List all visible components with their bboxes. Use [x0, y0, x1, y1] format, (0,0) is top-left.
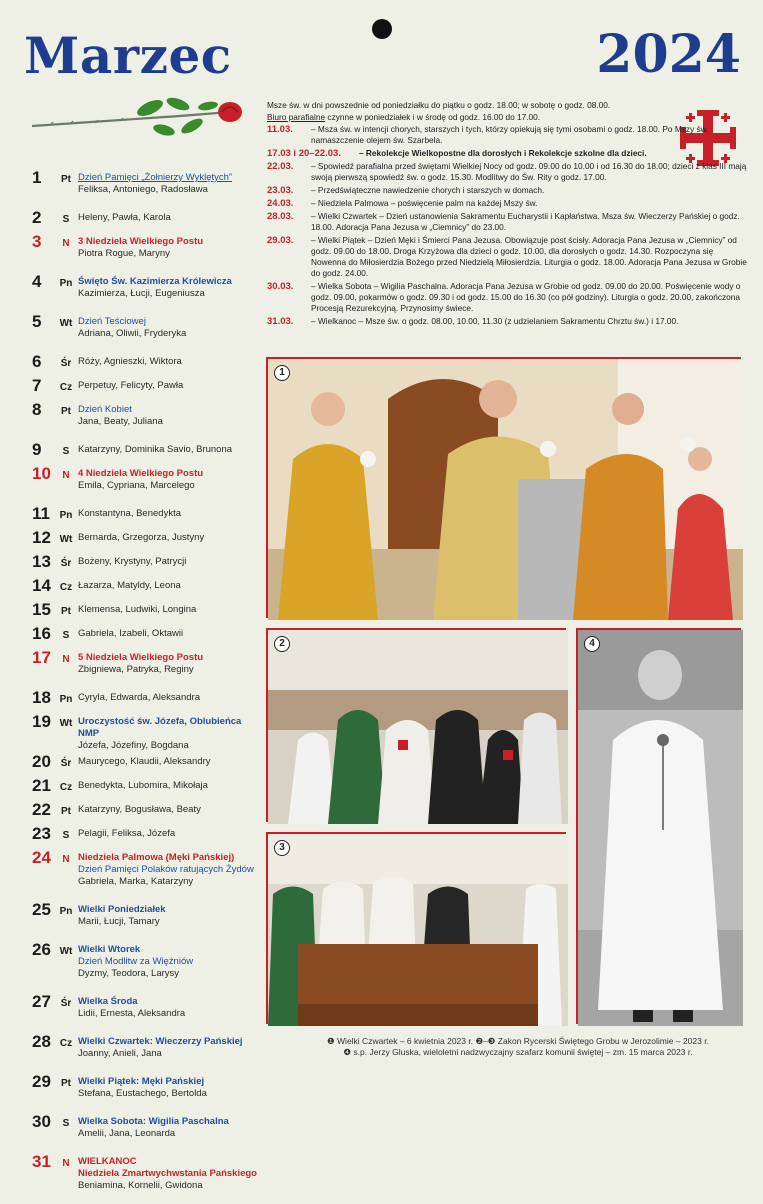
day-details: [78, 1152, 262, 1192]
photo-jerzy-gluska: [576, 628, 741, 1024]
day-row: [32, 688, 262, 712]
name-days: Amelii, Jana, Leonarda: [78, 1128, 176, 1139]
day-event: 3 Niedziela Wielkiego Postu: [78, 236, 204, 247]
day-event: 5 Niedziela Wielkiego Postu: [78, 652, 204, 663]
day-row: [32, 752, 262, 776]
name-days: Kazimierza, Łucji, Eugeniusza: [78, 288, 205, 299]
day-details: [78, 272, 262, 300]
day-number: 27: [32, 992, 51, 1011]
day-number: 15: [32, 600, 51, 619]
weekday: Pn: [59, 694, 73, 705]
day-number: 28: [32, 1032, 51, 1051]
day-details: [78, 464, 262, 492]
day-number: 16: [32, 624, 51, 643]
day-event: Wielki Czwartek: Wieczerzy Pańskiej: [78, 1036, 243, 1047]
day-number: 30: [32, 1112, 51, 1131]
weekday: N: [62, 470, 70, 481]
day-event: Dzień Pamięci Polaków ratujących Żydów: [78, 864, 254, 875]
day-row: [32, 1152, 262, 1204]
day-number: 18: [32, 688, 51, 707]
day-details: [78, 992, 262, 1020]
name-days: Klemensa, Ludwiki, Longina: [78, 604, 197, 615]
name-days: Stefana, Eustachego, Bertolda: [78, 1088, 207, 1099]
name-days: Jana, Beaty, Juliana: [78, 416, 163, 427]
day-details: [78, 352, 262, 368]
weekday: Śr: [60, 758, 72, 769]
weekday: Wt: [59, 946, 73, 957]
day-number: 5: [32, 312, 42, 331]
day-details: [78, 168, 262, 196]
day-number: 3: [32, 232, 42, 251]
weekday: N: [62, 1158, 70, 1169]
day-row: [32, 168, 262, 208]
name-days: Bernarda, Grzegorza, Justyny: [78, 532, 205, 543]
day-details: [78, 440, 262, 456]
name-days: Cyryla, Edwarda, Aleksandra: [78, 692, 200, 703]
schedule-text: – Spowiedź parafialna przed świętami Wielkiej Nocy od godz. 09.00 do 10.00 i od 16.30 do 18.00; dzieci z klas III mają swoją pierwszą spowiedź św. o godz. 15.30. Modlitwy do Św. Rity o godz. 17.00.: [311, 161, 747, 182]
schedule-intro-office: Biuro parafialne czynne w poniedziałek i w środę od godz. 16.00 do 17.00.: [267, 112, 541, 122]
day-number: 7: [32, 376, 42, 395]
day-number: 1: [32, 168, 42, 187]
day-list: [32, 168, 262, 1204]
day-row: [32, 352, 262, 376]
weekday: S: [62, 214, 70, 225]
schedule-date: 29.03.: [267, 235, 294, 246]
photo-maundy-thursday: [266, 357, 741, 618]
day-row: [32, 552, 262, 576]
caption-line-2: ❹ s.p. Jerzy Gluska, wieloletni nadzwyczajny szafarz komunii świętej – zm. 15 marca 2023 r.: [343, 1047, 693, 1057]
day-details: [78, 800, 262, 816]
weekday: Cz: [59, 782, 73, 793]
weekday: Pt: [61, 406, 71, 417]
weekday: Wt: [59, 318, 73, 329]
day-event: Wielki Wtorek: [78, 944, 141, 955]
day-event: Wielka Środa: [78, 996, 138, 1007]
rose-illustration: [30, 96, 245, 146]
day-row: [32, 848, 262, 900]
day-row: [32, 272, 262, 312]
schedule-text: – Wielka Sobota – Wigilia Paschalna. Adoracja Pana Jezusa w Grobie od godz. 09.00 do 20.00. Poświęcenie wody o godz. 09.00, pokarmów o godz. 09.30 i od godz. 15.00 do 16.30 (co pół godziny). Liturgia o godz. 20.00, zakończona Procesją Rezurekcyjną. Przynosimy świece.: [311, 281, 741, 313]
day-number: 23: [32, 824, 51, 843]
schedule-text: – Wielki Piątek – Dzień Męki i Śmierci Pana Jezusa. Obowiązuje post ścisły. Adoracja Pana Jezusa w „Ciemnicy” od godz. 09.00 do 18.00. Droga Krzyżowa dla dzieci o godz. 10.00, dla dorosłych o godz. 14.30. Rozpoczyna się Nowenna do Miłosierdzia Bożego przed Niedzielą Miłosierdzia. Liturgia o godz. 18.00. Adoracja Pana Jezusa w Grobie do godz. 24.00.: [311, 235, 747, 278]
day-number: 19: [32, 712, 51, 731]
day-number: 9: [32, 440, 42, 459]
weekday: Śr: [60, 558, 72, 569]
schedule-item: [267, 316, 747, 327]
day-number: 21: [32, 776, 51, 795]
day-details: [78, 312, 262, 340]
day-details: [78, 648, 262, 676]
name-days: Lidii, Ernesta, Aleksandra: [78, 1008, 186, 1019]
weekday: Pt: [61, 806, 71, 817]
day-number: 11: [32, 504, 50, 523]
day-details: [78, 624, 262, 640]
name-days: Dyzmy, Teodora, Larysy: [78, 968, 180, 979]
day-event: Dzień Kobiet: [78, 404, 132, 415]
day-details: [78, 208, 262, 224]
day-row: [32, 576, 262, 600]
photo-caption: [288, 1036, 748, 1058]
day-row: [32, 440, 262, 464]
day-details: [78, 576, 262, 592]
name-days: Emila, Cypriana, Marcelego: [78, 480, 195, 491]
day-row: [32, 648, 262, 688]
day-details: [78, 528, 262, 544]
weekday: Pt: [61, 174, 71, 185]
schedule-text: – Niedziela Palmowa – poświęcenie palm na każdej Mszy św.: [311, 198, 538, 208]
name-days: Maurycego, Klaudii, Aleksandry: [78, 756, 211, 767]
day-event: Wielki Piątek: Męki Pańskiej: [78, 1076, 205, 1087]
name-days: Bożeny, Krystyny, Patrycji: [78, 556, 187, 567]
day-number: 29: [32, 1072, 51, 1091]
day-event: Niedziela Palmowa (Męki Pańskiej): [78, 852, 235, 863]
month-title: Marzec: [24, 26, 232, 85]
name-days: Perpetuy, Felicyty, Pawła: [78, 380, 184, 391]
schedule-item: [267, 235, 747, 279]
day-details: [78, 1032, 262, 1060]
day-number: 22: [32, 800, 51, 819]
schedule-text: – Przedświąteczne nawiedzenie chorych i starszych w domach.: [311, 185, 545, 195]
schedule-text: – Rekolekcje Wielkopostne dla dorosłych i Rekolekcje szkolne dla dzieci.: [359, 148, 647, 158]
day-details: [78, 712, 262, 752]
weekday: S: [62, 1118, 70, 1129]
day-row: [32, 900, 262, 940]
name-days: Piotra Rogue, Maryny: [78, 248, 170, 259]
weekday: N: [62, 854, 70, 865]
weekday: Pn: [59, 278, 73, 289]
day-number: 31: [32, 1152, 51, 1171]
weekday: Cz: [59, 582, 73, 593]
day-event: Wielka Sobota: Wigilia Paschalna: [78, 1116, 229, 1127]
day-event: Uroczystość św. Józefa, Oblubieńca NMP: [78, 716, 242, 739]
day-event: Wielki Poniedziałek: [78, 904, 166, 915]
weekday: S: [62, 830, 70, 841]
day-row: [32, 376, 262, 400]
photo-knights-church: [266, 832, 566, 1024]
day-event: 4 Niedziela Wielkiego Postu: [78, 468, 204, 479]
name-days: Heleny, Pawła, Karola: [78, 212, 171, 223]
day-row: [32, 232, 262, 272]
day-number: 2: [32, 208, 42, 227]
weekday: S: [62, 446, 70, 457]
name-days: Joanny, Anieli, Jana: [78, 1048, 162, 1059]
name-days: Róży, Agnieszki, Wiktora: [78, 356, 182, 367]
schedule-item: [267, 124, 747, 146]
day-details: [78, 776, 262, 792]
day-row: [32, 312, 262, 352]
weekday: Śr: [60, 358, 72, 369]
day-row: [32, 528, 262, 552]
day-details: [78, 400, 262, 428]
year-title: 2024: [596, 24, 741, 85]
schedule-date: 28.03.: [267, 211, 294, 222]
schedule-date: 11.03.: [267, 124, 293, 135]
day-event: Dzień Pamięci „Żołnierzy Wyklętych”: [78, 172, 233, 183]
day-details: [78, 376, 262, 392]
calendar-hanging-hole: [372, 19, 392, 39]
weekday: N: [62, 654, 70, 665]
day-row: [32, 992, 262, 1032]
day-details: [78, 1072, 262, 1100]
day-event: Dzień Modlitw za Więźniów: [78, 956, 194, 967]
day-number: 4: [32, 272, 42, 291]
parish-schedule: [267, 100, 747, 329]
weekday: Wt: [59, 534, 73, 545]
schedule-date: 22.03.: [267, 161, 294, 172]
schedule-item: [267, 211, 747, 233]
day-event: Dzień Teściowej: [78, 316, 146, 327]
schedule-item: [267, 161, 747, 183]
name-days: Katarzyny, Bogusława, Beaty: [78, 804, 201, 815]
name-days: Zbigniewa, Patryka, Reginy: [78, 664, 194, 675]
name-days: Pelagii, Feliksa, Józefa: [78, 828, 176, 839]
weekday: Śr: [60, 998, 72, 1009]
name-days: Beniamina, Kornelii, Gwidona: [78, 1180, 203, 1191]
schedule-item: [267, 281, 747, 314]
day-number: 26: [32, 940, 51, 959]
day-number: 17: [32, 648, 51, 667]
day-number: 6: [32, 352, 42, 371]
day-details: [78, 688, 262, 704]
day-details: [78, 600, 262, 616]
day-row: [32, 800, 262, 824]
schedule-date: 17.03 i 20–22.03.: [267, 148, 341, 159]
schedule-text: – Wielkanoc – Msze św. o godz. 08.00, 10.00, 11.30 (z udzielaniem Sakramentu Chrztu św.) i 17.00.: [311, 316, 679, 326]
day-number: 25: [32, 900, 51, 919]
name-days: Marii, Łucji, Tamary: [78, 916, 160, 927]
day-number: 14: [32, 576, 51, 595]
schedule-date: 31.03.: [267, 316, 294, 327]
photo-number: 1: [274, 365, 290, 381]
schedule-item: [267, 185, 747, 196]
weekday: Cz: [59, 1038, 73, 1049]
weekday: Pn: [59, 906, 73, 917]
day-event: Niedziela Zmartwychwstania Pańskiego: [78, 1168, 257, 1179]
day-details: [78, 1112, 262, 1140]
day-row: [32, 464, 262, 504]
day-number: 24: [32, 848, 51, 867]
schedule-text: – Wielki Czwartek – Dzień ustanowienia Sakramentu Eucharystii i Kapłaństwa. Msza św. Wieczerzy Pańskiej o godz. 18.00. Adoracja Pana Jezusa w „Ciemnicy” do 23.00.: [311, 211, 740, 232]
day-row: [32, 712, 262, 752]
day-row: [32, 400, 262, 440]
day-number: 10: [32, 464, 51, 483]
weekday: Pn: [59, 510, 73, 521]
weekday: Pt: [61, 606, 71, 617]
name-days: Benedykta, Lubomira, Mikołaja: [78, 780, 208, 791]
schedule-intro-mass: Msze św. w dni powszednie od poniedziałku do piątku o godz. 18.00; w sobotę o godz. 08.00.: [267, 100, 611, 110]
schedule-date: 24.03.: [267, 198, 294, 209]
schedule-text: – Msza św. w intencji chorych, starszych i tych, którzy opiekują się tymi osobami o godz. 18.00. Po Mszy św. namaszczenie olejem św. Szarbela.: [311, 124, 709, 145]
name-days: Józefa, Józefiny, Bogdana: [78, 740, 189, 751]
photo-knights-procession: [266, 628, 566, 822]
day-number: 13: [32, 552, 51, 571]
day-number: 8: [32, 400, 42, 419]
day-number: 20: [32, 752, 51, 771]
name-days: Łazarza, Matyldy, Leona: [78, 580, 181, 591]
day-event: WIELKANOC: [78, 1156, 137, 1167]
day-row: [32, 824, 262, 848]
schedule-date: 30.03.: [267, 281, 294, 292]
day-details: [78, 900, 262, 928]
name-days: Katarzyny, Dominika Savio, Brunona: [78, 444, 233, 455]
name-days: Feliksa, Antoniego, Radosława: [78, 184, 208, 195]
weekday: Pt: [61, 1078, 71, 1089]
schedule-item: [267, 198, 747, 209]
day-details: [78, 848, 262, 888]
day-row: [32, 940, 262, 992]
day-row: [32, 504, 262, 528]
day-details: [78, 752, 262, 768]
weekday: S: [62, 630, 70, 641]
day-event: Święto Św. Kazimierza Królewicza: [78, 276, 232, 287]
day-row: [32, 1112, 262, 1152]
name-days: Gabriela, Izabeli, Oktawii: [78, 628, 184, 639]
photo-number: 3: [274, 840, 290, 856]
day-details: [78, 232, 262, 260]
weekday: Wt: [59, 718, 73, 729]
name-days: Gabriela, Marka, Katarzyny: [78, 876, 194, 887]
schedule-item: [267, 148, 747, 159]
day-row: [32, 1032, 262, 1072]
caption-line-1: ❶ Wielki Czwartek – 6 kwietnia 2023 r. ❷–❸ Zakon Rycerski Świętego Grobu w Jerozolimie – 2023 r.: [327, 1036, 709, 1046]
schedule-date: 23.03.: [267, 185, 294, 196]
day-row: [32, 600, 262, 624]
day-details: [78, 940, 262, 980]
day-row: [32, 1072, 262, 1112]
photo-number: 2: [274, 636, 290, 652]
name-days: Konstantyna, Benedykta: [78, 508, 181, 519]
day-row: [32, 624, 262, 648]
weekday: Cz: [59, 382, 73, 393]
day-row: [32, 208, 262, 232]
day-details: [78, 824, 262, 840]
weekday: N: [62, 238, 70, 249]
name-days: Adriana, Oliwii, Fryderyka: [78, 328, 187, 339]
day-row: [32, 776, 262, 800]
day-details: [78, 504, 262, 520]
day-number: 12: [32, 528, 51, 547]
photo-number: 4: [584, 636, 600, 652]
day-details: [78, 552, 262, 568]
